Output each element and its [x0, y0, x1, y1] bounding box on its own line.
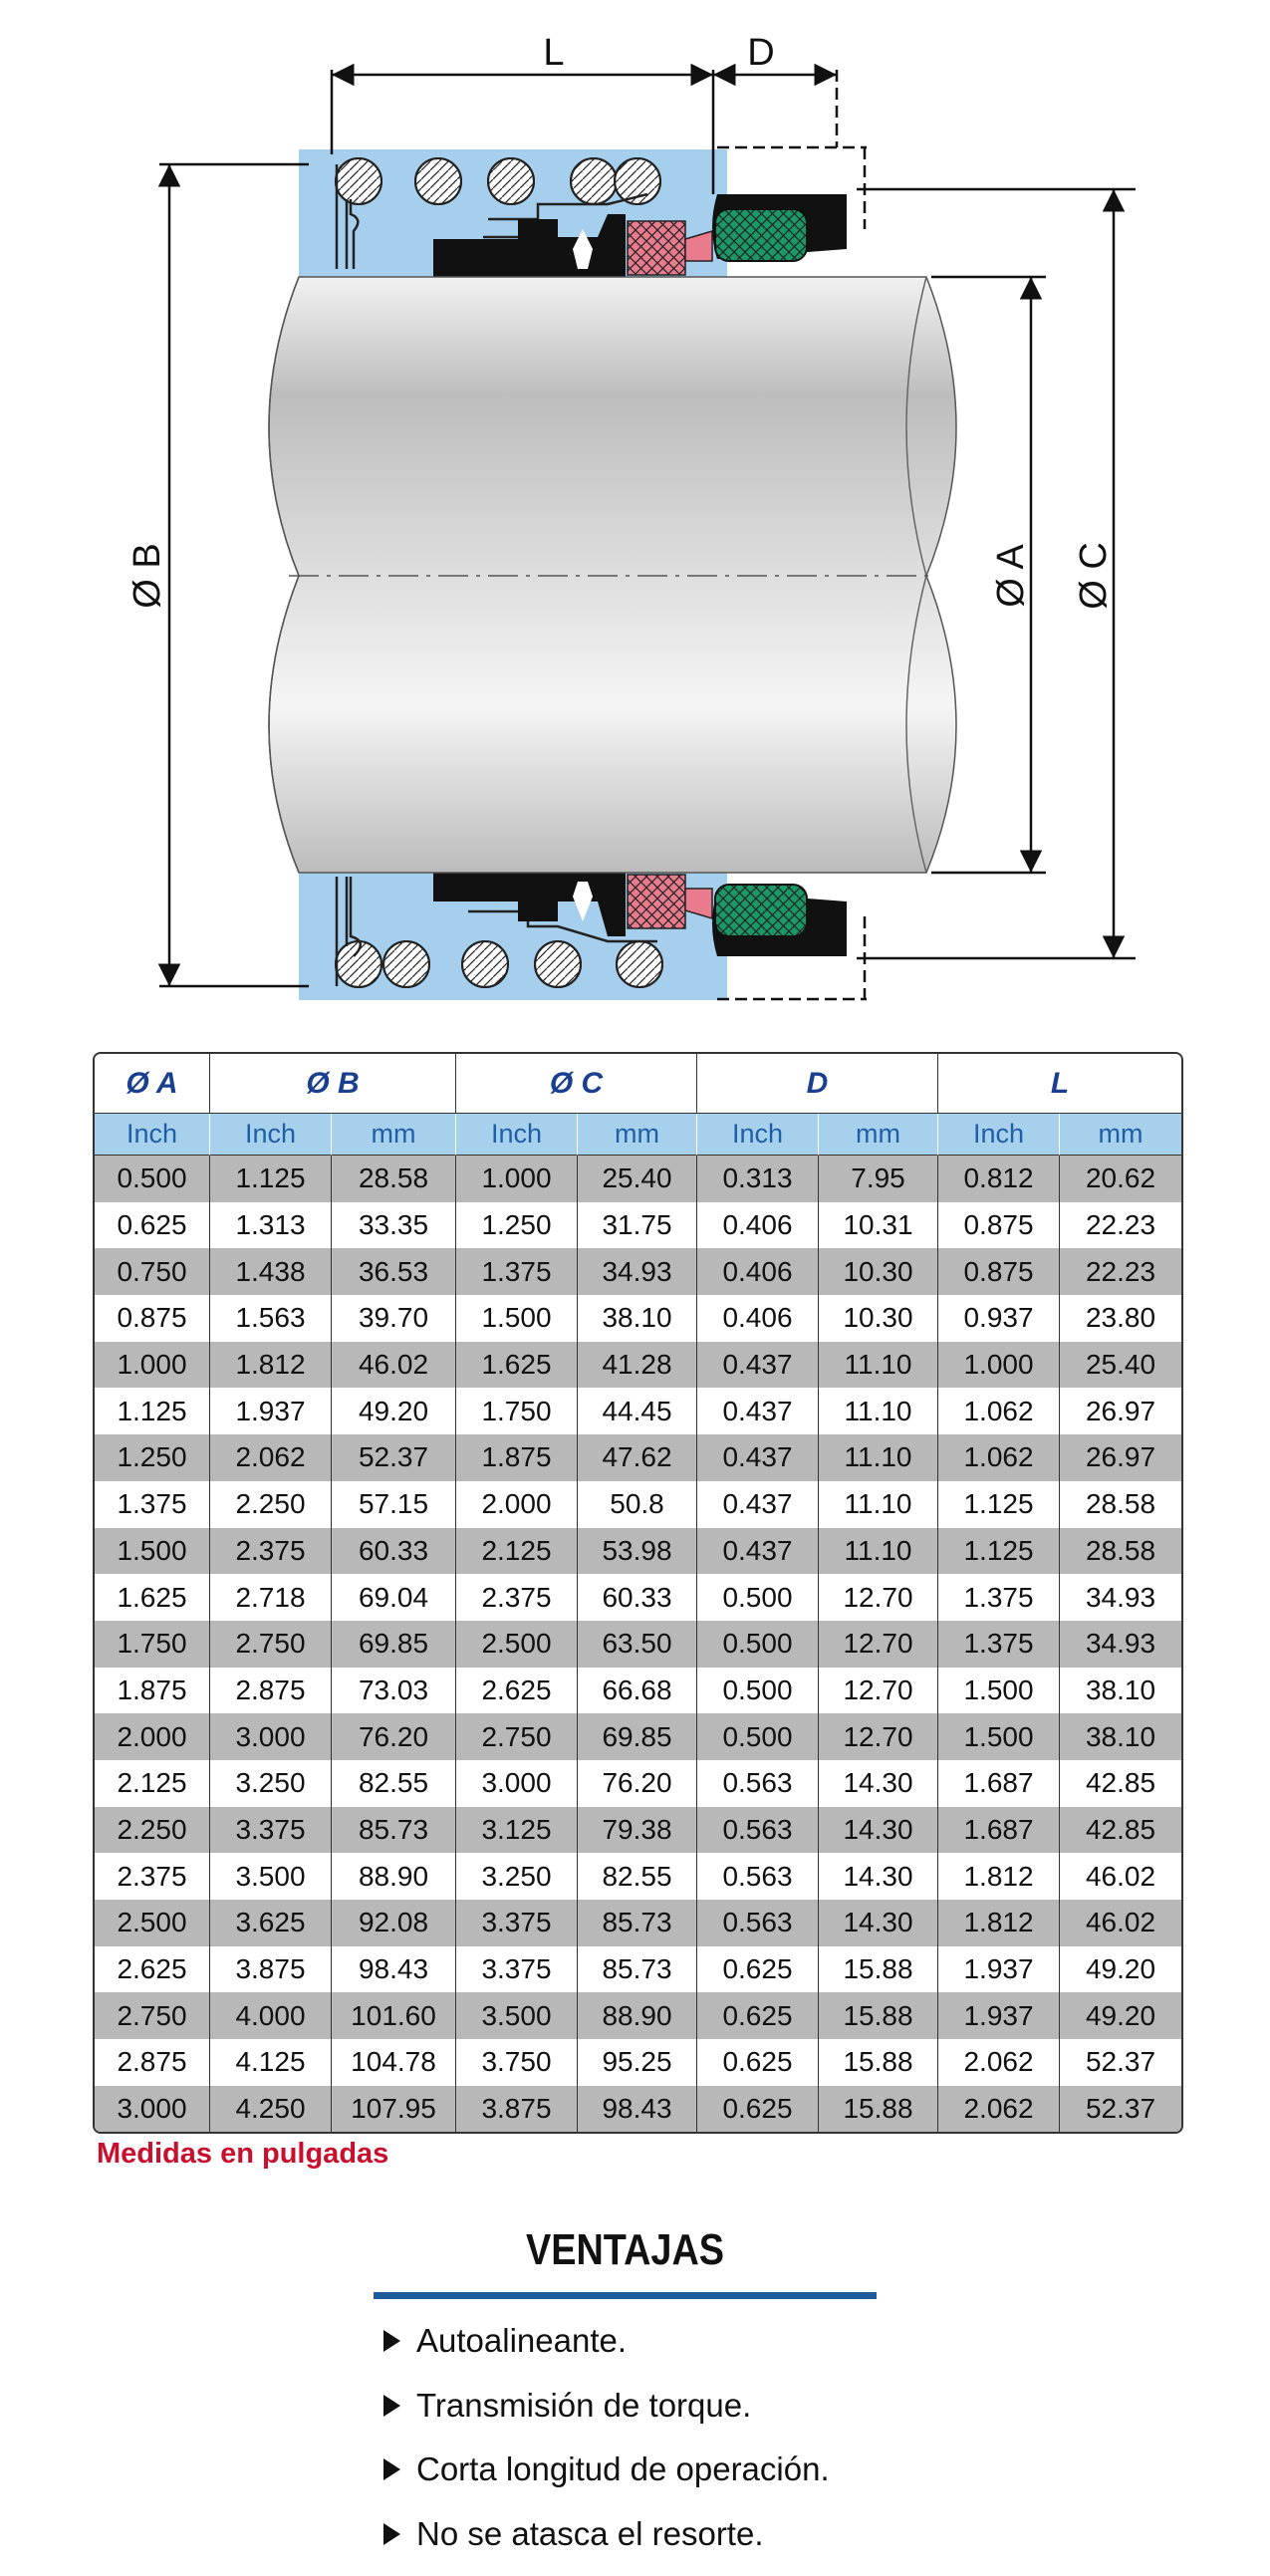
- dim-label-a: Ø A: [990, 544, 1032, 608]
- table-cell: 107.95: [332, 2086, 456, 2133]
- table-cell: 33.35: [332, 1202, 456, 1249]
- table-cell: 98.43: [578, 2086, 697, 2133]
- seat-ring-bottom: [712, 885, 847, 956]
- advantage-text: No se atasca el resorte.: [416, 2514, 764, 2552]
- table-cell: 2.375: [95, 1853, 210, 1900]
- table-cell: 2.625: [95, 1946, 210, 1993]
- triangle-bullet-icon: [383, 2330, 400, 2352]
- table-row: [95, 1668, 1181, 1714]
- group-header-row: [95, 1054, 1181, 1114]
- table-cell: 25.40: [578, 1156, 697, 1202]
- table-cell: 12.70: [819, 1668, 938, 1714]
- table-cell: 98.43: [332, 1946, 456, 1993]
- table-cell: 46.02: [1060, 1900, 1181, 1946]
- table-cell: 2.750: [456, 1713, 578, 1760]
- table-cell: 0.406: [697, 1295, 819, 1342]
- table-cell: 12.70: [819, 1574, 938, 1621]
- table-cell: 11.10: [819, 1481, 938, 1528]
- col-group-c: Ø C: [456, 1054, 697, 1114]
- table-cell: 1.062: [938, 1434, 1060, 1481]
- table-cell: 1.375: [456, 1248, 578, 1295]
- unit-header-cell: Inch: [210, 1114, 332, 1156]
- table-cell: 2.375: [456, 1574, 578, 1621]
- table-cell: 0.437: [697, 1342, 819, 1389]
- table-cell: 3.500: [210, 1853, 332, 1900]
- table-cell: 28.58: [1060, 1481, 1181, 1528]
- table-cell: 85.73: [578, 1946, 697, 1993]
- table-cell: 104.78: [332, 2039, 456, 2086]
- table-cell: 82.55: [332, 1760, 456, 1807]
- table-cell: 1.812: [938, 1853, 1060, 1900]
- table-cell: 1.812: [938, 1900, 1060, 1946]
- table-cell: 0.437: [697, 1434, 819, 1481]
- table-cell: 0.625: [95, 1202, 210, 1249]
- table-cell: 3.625: [210, 1900, 332, 1946]
- table-cell: 0.500: [697, 1621, 819, 1668]
- table-cell: 11.10: [819, 1434, 938, 1481]
- col-group-a: Ø A: [95, 1054, 210, 1114]
- unit-header-cell: mm: [819, 1114, 938, 1156]
- table-cell: 38.10: [1060, 1713, 1181, 1760]
- table-cell: 49.20: [332, 1388, 456, 1434]
- table-cell: 39.70: [332, 1295, 456, 1342]
- table-cell: 1.687: [938, 1807, 1060, 1854]
- table-row: [95, 1992, 1181, 2039]
- table-body: [95, 1156, 1181, 2132]
- advantage-item: [383, 2438, 830, 2502]
- table-cell: 2.000: [456, 1481, 578, 1528]
- advantage-item: [383, 2502, 830, 2567]
- table-cell: 46.02: [1060, 1853, 1181, 1900]
- advantage-text: Autoalineante.: [416, 2322, 628, 2360]
- table-row: [95, 1434, 1181, 1481]
- unit-header-cell: Inch: [95, 1114, 210, 1156]
- table-cell: 1.937: [210, 1388, 332, 1434]
- table-cell: 3.125: [456, 1807, 578, 1854]
- table-cell: 2.062: [210, 1434, 332, 1481]
- table-cell: 0.500: [697, 1574, 819, 1621]
- table-cell: 14.30: [819, 1760, 938, 1807]
- table-cell: 20.62: [1060, 1156, 1181, 1202]
- unit-header-cell: mm: [332, 1114, 456, 1156]
- table-cell: 1.937: [938, 1946, 1060, 1993]
- table-cell: 1.500: [938, 1713, 1060, 1760]
- table-cell: 2.375: [210, 1528, 332, 1575]
- table-cell: 60.33: [332, 1528, 456, 1575]
- table-cell: 1.625: [95, 1574, 210, 1621]
- table-cell: 42.85: [1060, 1807, 1181, 1854]
- advantage-item: [383, 2309, 830, 2374]
- table-cell: 1.875: [456, 1434, 578, 1481]
- table-cell: 1.812: [210, 1342, 332, 1389]
- table-cell: 3.875: [456, 2086, 578, 2133]
- table-cell: 47.62: [578, 1434, 697, 1481]
- table-cell: 23.80: [1060, 1295, 1181, 1342]
- table-cell: 1.937: [938, 1992, 1060, 2039]
- table-cell: 69.04: [332, 1574, 456, 1621]
- seal-cross-section-diagram: [0, 0, 1270, 1026]
- table-cell: 0.313: [697, 1156, 819, 1202]
- table-cell: 0.500: [697, 1668, 819, 1714]
- table-cell: 2.250: [210, 1481, 332, 1528]
- table-cell: 2.062: [938, 2039, 1060, 2086]
- table-cell: 85.73: [332, 1807, 456, 1854]
- advantages-divider: [374, 2292, 877, 2299]
- table-cell: 1.438: [210, 1248, 332, 1295]
- table-cell: 88.90: [332, 1853, 456, 1900]
- table-cell: 2.125: [456, 1528, 578, 1575]
- table-row: [95, 1621, 1181, 1668]
- table-cell: 38.10: [1060, 1668, 1181, 1714]
- table-cell: 14.30: [819, 1900, 938, 1946]
- table-cell: 101.60: [332, 1992, 456, 2039]
- table-cell: 3.375: [210, 1807, 332, 1854]
- table-cell: 3.375: [456, 1900, 578, 1946]
- table-cell: 1.375: [938, 1621, 1060, 1668]
- table-cell: 82.55: [578, 1853, 697, 1900]
- table-cell: 0.406: [697, 1248, 819, 1295]
- table-cell: 3.250: [456, 1853, 578, 1900]
- table-cell: 2.875: [210, 1668, 332, 1714]
- table-cell: 0.750: [95, 1248, 210, 1295]
- dim-label-c: Ø C: [1073, 542, 1115, 610]
- table-cell: 26.97: [1060, 1388, 1181, 1434]
- table-cell: 1.500: [95, 1528, 210, 1575]
- table-cell: 4.000: [210, 1992, 332, 2039]
- table-row: [95, 1528, 1181, 1575]
- table-row: [95, 1342, 1181, 1389]
- table-cell: 34.93: [1060, 1621, 1181, 1668]
- table-cell: 3.875: [210, 1946, 332, 1993]
- table-cell: 34.93: [578, 1248, 697, 1295]
- table-cell: 36.53: [332, 1248, 456, 1295]
- table-cell: 42.85: [1060, 1760, 1181, 1807]
- table-cell: 1.125: [938, 1481, 1060, 1528]
- advantage-text: Transmisión de torque.: [416, 2386, 752, 2424]
- table-cell: 15.88: [819, 2086, 938, 2133]
- table-row: [95, 1574, 1181, 1621]
- table-cell: 2.718: [210, 1574, 332, 1621]
- table-row: [95, 1946, 1181, 1993]
- shaft: [269, 277, 956, 873]
- table-cell: 0.875: [938, 1248, 1060, 1295]
- table-cell: 0.812: [938, 1156, 1060, 1202]
- unit-header-cell: mm: [1060, 1114, 1181, 1156]
- table-row: [95, 1760, 1181, 1807]
- table-cell: 38.10: [578, 1295, 697, 1342]
- table-cell: 88.90: [578, 1992, 697, 2039]
- table-cell: 2.250: [95, 1807, 210, 1854]
- table-cell: 1.250: [95, 1434, 210, 1481]
- table-cell: 2.125: [95, 1760, 210, 1807]
- table-cell: 15.88: [819, 1946, 938, 1993]
- table-cell: 0.875: [95, 1295, 210, 1342]
- table-cell: 2.750: [95, 1992, 210, 2039]
- table-cell: 60.33: [578, 1574, 697, 1621]
- table-cell: 41.28: [578, 1342, 697, 1389]
- table-cell: 0.563: [697, 1853, 819, 1900]
- table-cell: 10.30: [819, 1248, 938, 1295]
- table-cell: 50.8: [578, 1481, 697, 1528]
- triangle-bullet-icon: [383, 2395, 400, 2417]
- table-cell: 7.95: [819, 1156, 938, 1202]
- table-cell: 3.000: [210, 1713, 332, 1760]
- table-cell: 14.30: [819, 1807, 938, 1854]
- table-cell: 0.625: [697, 2086, 819, 2133]
- table-cell: 63.50: [578, 1621, 697, 1668]
- table-cell: 3.000: [456, 1760, 578, 1807]
- table-row: [95, 2039, 1181, 2086]
- table-cell: 2.625: [456, 1668, 578, 1714]
- triangle-bullet-icon: [383, 2523, 400, 2545]
- table-cell: 1.750: [95, 1621, 210, 1668]
- table-row: [95, 1807, 1181, 1854]
- table-cell: 0.563: [697, 1760, 819, 1807]
- table-cell: 2.500: [95, 1900, 210, 1946]
- table-cell: 1.500: [456, 1295, 578, 1342]
- advantages-list: [383, 2309, 830, 2566]
- table-cell: 4.250: [210, 2086, 332, 2133]
- dim-label-l: L: [543, 32, 565, 74]
- table-cell: 15.88: [819, 2039, 938, 2086]
- col-group-l: L: [938, 1054, 1181, 1114]
- table-cell: 92.08: [332, 1900, 456, 1946]
- table-cell: 46.02: [332, 1342, 456, 1389]
- table-cell: 1.250: [456, 1202, 578, 1249]
- table-cell: 12.70: [819, 1621, 938, 1668]
- table-cell: 10.30: [819, 1295, 938, 1342]
- advantage-text: Corta longitud de operación.: [416, 2450, 830, 2488]
- table-row: [95, 1156, 1181, 1202]
- table-cell: 49.20: [1060, 1992, 1181, 2039]
- unit-header-cell: Inch: [697, 1114, 819, 1156]
- table-cell: 3.500: [456, 1992, 578, 2039]
- table-cell: 0.875: [938, 1202, 1060, 1249]
- table-cell: 3.375: [456, 1946, 578, 1993]
- table-cell: 11.10: [819, 1342, 938, 1389]
- table-cell: 69.85: [332, 1621, 456, 1668]
- table-cell: 1.687: [938, 1760, 1060, 1807]
- table-cell: 76.20: [578, 1760, 697, 1807]
- table-row: [95, 1713, 1181, 1760]
- unit-header-row: [95, 1114, 1181, 1156]
- table-cell: 4.125: [210, 2039, 332, 2086]
- col-group-d: D: [697, 1054, 938, 1114]
- unit-header-cell: Inch: [938, 1114, 1060, 1156]
- table-cell: 1.625: [456, 1342, 578, 1389]
- table-cell: 79.38: [578, 1807, 697, 1854]
- table-cell: 0.437: [697, 1388, 819, 1434]
- table-cell: 95.25: [578, 2039, 697, 2086]
- table-cell: 73.03: [332, 1668, 456, 1714]
- table-cell: 1.000: [95, 1342, 210, 1389]
- table-cell: 1.375: [938, 1574, 1060, 1621]
- table-cell: 2.875: [95, 2039, 210, 2086]
- table-cell: 34.93: [1060, 1574, 1181, 1621]
- table-cell: 26.97: [1060, 1434, 1181, 1481]
- table-cell: 0.625: [697, 1946, 819, 1993]
- table-cell: 1.062: [938, 1388, 1060, 1434]
- table-cell: 2.000: [95, 1713, 210, 1760]
- table-cell: 15.88: [819, 1992, 938, 2039]
- table-row: [95, 1202, 1181, 1249]
- table-row: [95, 1248, 1181, 1295]
- table-cell: 0.406: [697, 1202, 819, 1249]
- table-row: [95, 1481, 1181, 1528]
- table-cell: 1.000: [938, 1342, 1060, 1389]
- table-cell: 28.58: [332, 1156, 456, 1202]
- table-row: [95, 2086, 1181, 2133]
- table-cell: 1.563: [210, 1295, 332, 1342]
- dim-label-b: Ø B: [127, 543, 168, 609]
- table-cell: 52.37: [1060, 2039, 1181, 2086]
- unit-header-cell: Inch: [456, 1114, 578, 1156]
- advantages-title: VENTAJAS: [525, 2225, 725, 2274]
- table-cell: 0.437: [697, 1481, 819, 1528]
- table-cell: 10.31: [819, 1202, 938, 1249]
- table-cell: 1.375: [95, 1481, 210, 1528]
- table-cell: 3.750: [456, 2039, 578, 2086]
- table-cell: 22.23: [1060, 1248, 1181, 1295]
- table-cell: 76.20: [332, 1713, 456, 1760]
- table-cell: 0.563: [697, 1900, 819, 1946]
- table-cell: 57.15: [332, 1481, 456, 1528]
- table-cell: 28.58: [1060, 1528, 1181, 1575]
- table-cell: 66.68: [578, 1668, 697, 1714]
- table-cell: 49.20: [1060, 1946, 1181, 1993]
- table-cell: 0.625: [697, 2039, 819, 2086]
- table-cell: 44.45: [578, 1388, 697, 1434]
- advantage-item: [383, 2374, 830, 2439]
- table-cell: 0.937: [938, 1295, 1060, 1342]
- dimensions-table: [93, 1052, 1183, 2134]
- table-cell: 1.875: [95, 1668, 210, 1714]
- triangle-bullet-icon: [383, 2458, 400, 2480]
- table-row: [95, 1388, 1181, 1434]
- table-row: [95, 1853, 1181, 1900]
- table-cell: 1.000: [456, 1156, 578, 1202]
- units-note: Medidas en pulgadas: [97, 2138, 389, 2170]
- table-cell: 0.500: [95, 1156, 210, 1202]
- table-cell: 3.250: [210, 1760, 332, 1807]
- table-cell: 1.750: [456, 1388, 578, 1434]
- table-cell: 53.98: [578, 1528, 697, 1575]
- seat-ring-top: [712, 194, 847, 261]
- table-cell: 1.125: [210, 1156, 332, 1202]
- table-cell: 69.85: [578, 1713, 697, 1760]
- table-cell: 0.500: [697, 1713, 819, 1760]
- table-cell: 1.125: [95, 1388, 210, 1434]
- table-cell: 2.500: [456, 1621, 578, 1668]
- table-cell: 1.125: [938, 1528, 1060, 1575]
- table-cell: 0.563: [697, 1807, 819, 1854]
- table-cell: 11.10: [819, 1528, 938, 1575]
- table-cell: 3.000: [95, 2086, 210, 2133]
- table-cell: 52.37: [1060, 2086, 1181, 2133]
- table-cell: 52.37: [332, 1434, 456, 1481]
- table-cell: 85.73: [578, 1900, 697, 1946]
- table-cell: 25.40: [1060, 1342, 1181, 1389]
- table-cell: 2.062: [938, 2086, 1060, 2133]
- table-cell: 1.500: [938, 1668, 1060, 1714]
- table-row: [95, 1900, 1181, 1946]
- table-cell: 2.750: [210, 1621, 332, 1668]
- table-cell: 0.437: [697, 1528, 819, 1575]
- table-cell: 12.70: [819, 1713, 938, 1760]
- table-row: [95, 1295, 1181, 1342]
- table-cell: 1.313: [210, 1202, 332, 1249]
- col-group-b: Ø B: [210, 1054, 456, 1114]
- dim-label-d: D: [747, 32, 775, 74]
- table-cell: 31.75: [578, 1202, 697, 1249]
- unit-header-cell: mm: [578, 1114, 697, 1156]
- table-cell: 14.30: [819, 1853, 938, 1900]
- table-cell: 22.23: [1060, 1202, 1181, 1249]
- table-cell: 11.10: [819, 1388, 938, 1434]
- table-cell: 0.625: [697, 1992, 819, 2039]
